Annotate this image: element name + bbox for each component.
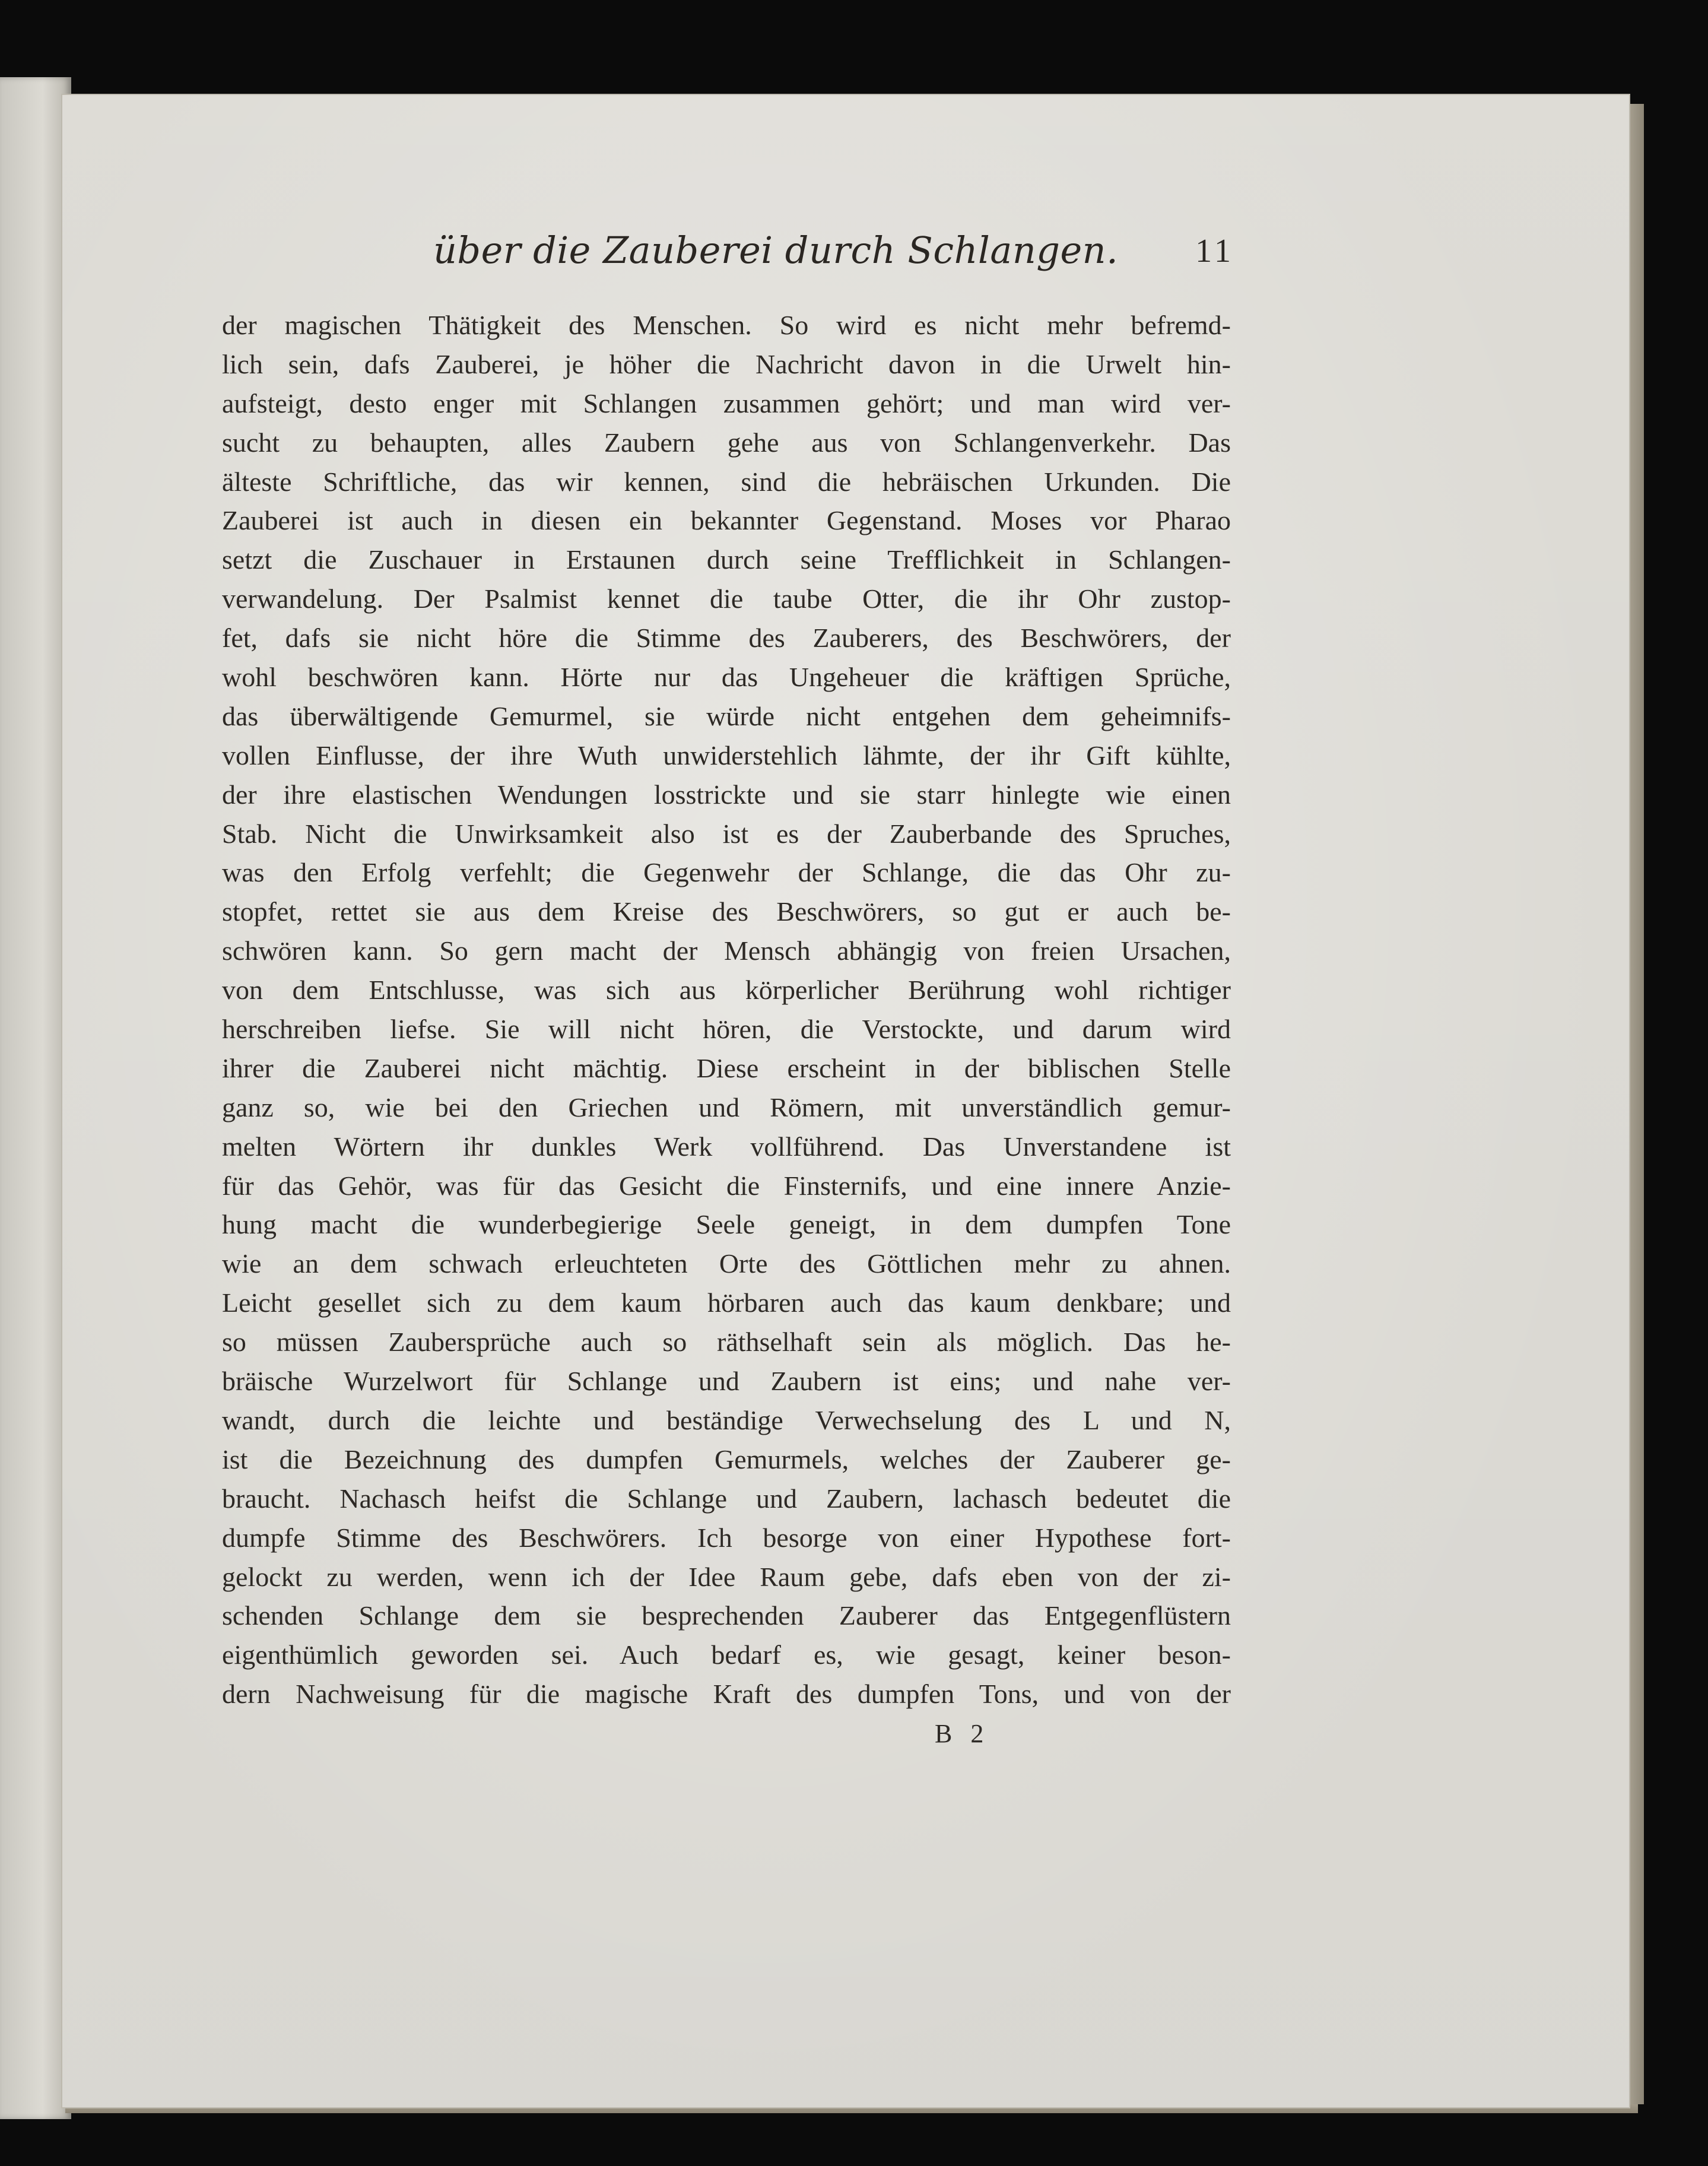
text-line: gelockt zu werden, wenn ich der Idee Raum gebe, dafs eben von der zi- (222, 1561, 1231, 1592)
text-line: älteste Schriftliche, das wir kennen, sind die hebräischen Urkunden. Die (222, 466, 1231, 497)
text-line: aufsteigt, desto enger mit Schlangen zusammen gehört; und man wird ver- (222, 388, 1231, 418)
text-line: verwandelung. Der Psalmist kennet die taube Otter, die ihr Ohr zustop- (222, 583, 1231, 614)
text-line: dumpfe Stimme des Beschwörers. Ich besorge von einer Hypothese fort- (222, 1522, 1231, 1553)
text-line: lich sein, dafs Zauberei, je höher die Nachricht davon in die Urwelt hin- (222, 348, 1231, 379)
text-line: eigenthümlich geworden sei. Auch bedarf es, wie gesagt, keiner beson- (222, 1639, 1231, 1670)
text-line: der magischen Thätigkeit des Menschen. So wird es nicht mehr befremd- (222, 310, 1231, 340)
text-line: ihrer die Zauberei nicht mächtig. Diese erscheint in der biblischen Stelle (222, 1052, 1231, 1083)
text-line: dern Nachweisung für die magische Kraft des dumpfen Tons, und von der (222, 1679, 1231, 1710)
text-line: schwören kann. So gern macht der Mensch abhängig von freien Ursachen, (222, 935, 1231, 966)
text-line: schenden Schlange dem sie besprechenden Zauberer das Entgegenflüstern (222, 1600, 1231, 1631)
text-line: sucht zu behaupten, alles Zaubern gehe aus von Schlangenverkehr. Das (222, 427, 1231, 458)
text-line: setzt die Zuschauer in Erstaunen durch seine Trefflichkeit in Schlangen- (222, 544, 1231, 575)
text-line: braucht. Nachasch heifst die Schlange und Zaubern, lachasch bedeutet die (222, 1483, 1231, 1514)
text-line: bräische Wurzelwort für Schlange und Zaubern ist eins; und nahe ver- (222, 1366, 1231, 1397)
text-line: Zauberei ist auch in diesen ein bekannter Gegenstand. Moses vor Pharao (222, 505, 1231, 536)
text-line: Leicht gesellet sich zu dem kaum hörbaren auch das kaum denkbare; und (222, 1287, 1231, 1318)
text-line: fet, dafs sie nicht höre die Stimme des Zauberers, des Beschwörers, der (222, 623, 1231, 654)
running-head: über die Zauberei durch Schlangen. (433, 229, 1119, 272)
text-line: hung macht die wunderbegierige Seele geneigt, in dem dumpfen Tone (222, 1209, 1231, 1240)
page-number: 11 (1195, 233, 1234, 269)
text-line: ganz so, wie bei den Griechen und Römern, mit unverständlich gemur- (222, 1092, 1231, 1122)
text-line: Stab. Nicht die Unwirksamkeit also ist es der Zauberbande des Spruches, (222, 818, 1231, 849)
text-line: für das Gehör, was für das Gesicht die Finsternifs, und eine innere Anzie- (222, 1170, 1231, 1201)
text-line: was den Erfolg verfehlt; die Gegenwehr der Schlange, die das Ohr zu- (222, 857, 1231, 888)
body-text (222, 306, 1231, 1714)
signature-mark: B 2 (935, 1719, 990, 1748)
left-page-edge (0, 77, 71, 2119)
text-line: wie an dem schwach erleuchteten Orte des Göttlichen mehr zu ahnen. (222, 1248, 1231, 1279)
text-line: melten Wörtern ihr dunkles Werk vollführend. Das Unverstandene ist (222, 1131, 1231, 1162)
text-line: das überwältigende Gemurmel, sie würde nicht entgehen dem geheimnifs- (222, 700, 1231, 731)
text-line: stopfet, rettet sie aus dem Kreise des Beschwörers, so gut er auch be- (222, 896, 1231, 927)
text-line: vollen Einflusse, der ihre Wuth unwiderstehlich lähmte, der ihr Gift kühlte, (222, 740, 1231, 770)
text-line: ist die Bezeichnung des dumpfen Gemurmels, welches der Zauberer ge- (222, 1444, 1231, 1474)
text-line: der ihre elastischen Wendungen losstrickte und sie starr hinlegte wie einen (222, 779, 1231, 810)
text-line: herschreiben liefse. Sie will nicht hören, die Verstockte, und darum wird (222, 1014, 1231, 1045)
text-line: wandt, durch die leichte und beständige Verwechselung des L und N, (222, 1404, 1231, 1435)
text-line: wohl beschwören kann. Hörte nur das Ungeheuer die kräftigen Sprüche, (222, 662, 1231, 693)
page-header (214, 229, 1234, 282)
text-line: so müssen Zaubersprüche auch so räthselhaft sein als möglich. Das he- (222, 1327, 1231, 1358)
text-line: von dem Entschlusse, was sich aus körperlicher Berührung wohl richtiger (222, 975, 1231, 1006)
